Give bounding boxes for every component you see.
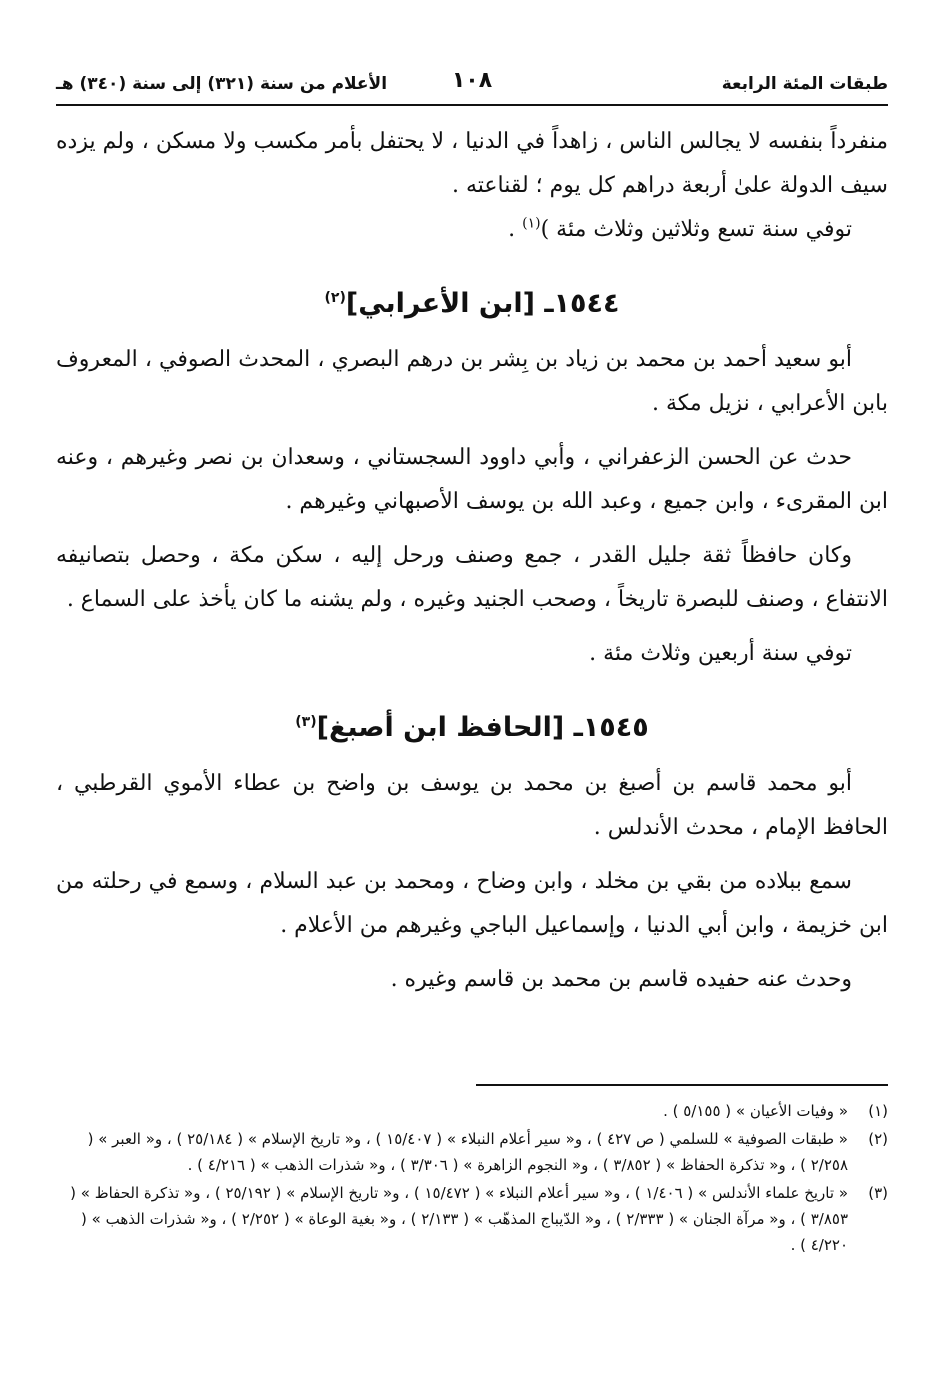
footnote-1-number: (١) xyxy=(868,1102,888,1120)
footnote-2-text: « طبقات الصوفية » للسلمي ( ص ٤٢٧ ) ، و« سير أعلام النبلاء » ( ١٥/٤٠٧ ) ، و« تاريخ الإسلام » ( ٢٥/١٨٤ ) ، و« العبر » ( ٢/٢٥٨ ) ، و« تذكرة الحفاظ » ( ٣/٨٥٢ ) ، و« النجوم الزاهرة » ( ٣/٣٠٦ ) ، و« شذرات الذهب » ( ٤/٢١٦ ) . xyxy=(87,1130,848,1174)
book-page xyxy=(56,58,888,1358)
entry-title-1544 xyxy=(56,280,888,328)
footnote-2 xyxy=(56,1126,888,1178)
intro-death-text: توفي سنة تسع وثلاثين وثلاث مئة ) xyxy=(540,217,852,242)
header-years-range: الأعلام من سنة (٣٢١) إلى سنة (٣٤٠) هـ xyxy=(56,74,388,94)
intro-death-line xyxy=(56,208,888,252)
running-header xyxy=(56,68,888,102)
entry-title-1544-text: ١٥٤٤ـ [ابن الأعرابي] xyxy=(345,288,620,319)
footnotes xyxy=(56,1096,888,1260)
footnote-1-text: « وفيات الأعيان » ( ٥/١٥٥ ) . xyxy=(663,1102,848,1120)
entry-1544-narrators-paragraph: حدث عن الحسن الزعفراني ، وأبي داوود السجستاني ، وسعدان بن نصر وغيرهم ، وعنه ابن المقرىء ، وابن جميع ، وعبد الله بن يوسف الأصبهاني وغيرهم . xyxy=(56,445,888,514)
footnote-2-number: (٢) xyxy=(868,1130,888,1148)
intro-death-end: . xyxy=(508,217,523,242)
footnotes-rule xyxy=(476,1084,888,1086)
footnote-ref-1[interactable]: (١) xyxy=(522,215,541,232)
intro-paragraph: منفرداً بنفسه لا يجالس الناس ، زاهداً في الدنيا ، لا يحتفل بأمر مكسب ولا مسكن ، ولم يزده سيف الدولة علىٰ أربعة دراهم كل يوم ؛ لقناعته . xyxy=(56,129,888,198)
entry-1544-name-paragraph: أبو سعيد أحمد بن محمد بن زياد بن بِشر بن درهم البصري ، المحدث الصوفي ، المعروف بابن الأعرابي ، نزيل مكة . xyxy=(56,347,888,416)
entry-1545-name-paragraph: أبو محمد قاسم بن أصبغ بن محمد بن يوسف بن واضح بن عطاء الأموي القرطبي ، الحافظ الإمام ، محدث الأندلس . xyxy=(56,771,888,840)
header-section-title: طبقات المئة الرابعة xyxy=(721,74,888,94)
entry-1545-students-line: وحدث عنه حفيده قاسم بن محمد بن قاسم وغيره . xyxy=(390,967,852,992)
entry-1544-description-paragraph: وكان حافظاً ثقة جليل القدر ، جمع وصنف ورحل إليه ، سكن مكة ، وحصل بتصانيفه الانتفاع ، وصنف للبصرة تاريخاً ، وصحب الجنيد وغيره ، ولم يشنه ما كان يأخذ على السماع . xyxy=(56,543,888,612)
footnote-3-number: (٣) xyxy=(868,1184,888,1202)
footnote-1 xyxy=(56,1098,888,1124)
footnote-3 xyxy=(56,1180,888,1258)
entry-1544-death-line: توفي سنة أربعين وثلاث مئة . xyxy=(589,641,852,666)
footnote-ref-2[interactable]: (٢) xyxy=(324,290,346,306)
entry-1545-narrators-paragraph: سمع ببلاده من بقي بن مخلد ، وابن وضاح ، ومحمد بن عبد السلام ، وسمع في رحلته من ابن خزيمة ، وابن أبي الدنيا ، وإسماعيل الباجي وغيرهم من الأعلام . xyxy=(56,869,888,938)
header-rule xyxy=(56,104,888,106)
footnote-3-text: « تاريخ علماء الأندلس » ( ١/٤٠٦ ) ، و« سير أعلام النبلاء » ( ١٥/٤٧٢ ) ، و« تاريخ الإسلام » ( ٢٥/١٩٢ ) ، و« تذكرة الحفاظ » ( ٣/٨٥٣ ) ، و« مرآة الجنان » ( ٢/٣٣٣ ) ، و« الدّيباج المذهّب » ( ٢/١٣٣ ) ، و« بغية الوعاة » ( ٢/٢٥٢ ) ، و« شذرات الذهب » ( ٤/٢٢٠ ) . xyxy=(70,1184,848,1254)
page-number: ١٠٨ xyxy=(451,68,493,93)
main-text xyxy=(56,120,888,1002)
footnote-ref-3[interactable]: (٣) xyxy=(295,714,317,730)
entry-title-1545-text: ١٥٤٥ـ [الحافظ ابن أصبغ] xyxy=(316,712,649,743)
entry-title-1545 xyxy=(56,704,888,752)
